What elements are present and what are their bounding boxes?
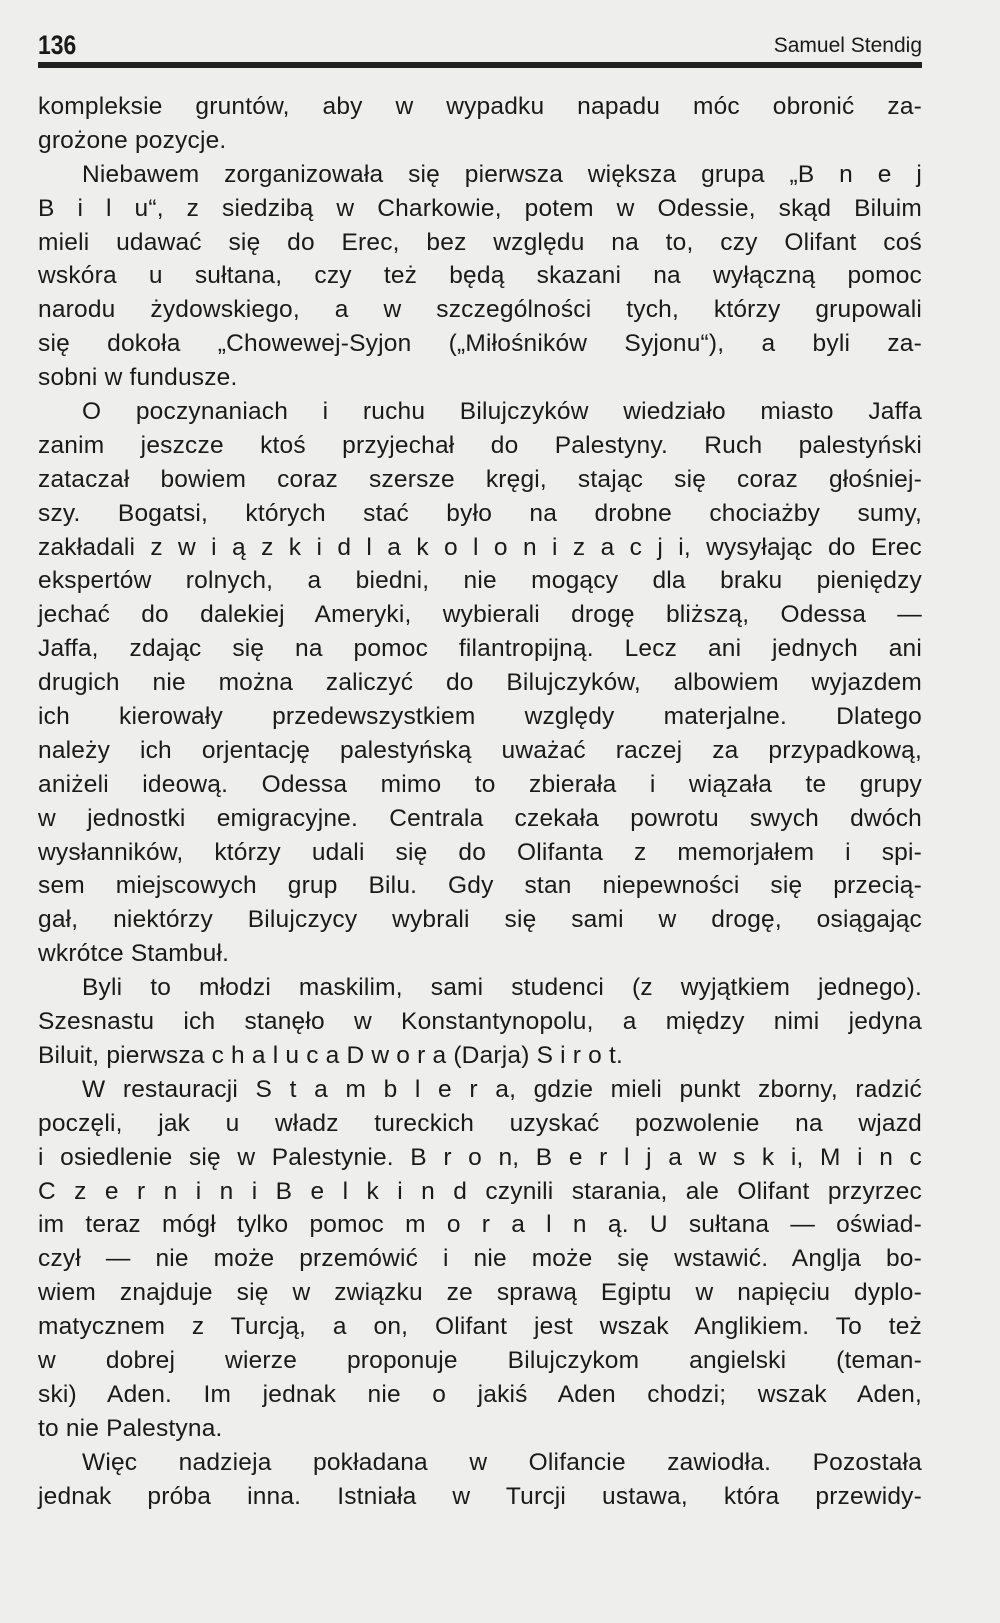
text-line: należy ich orjentację palestyńską uważać raczej za przypadkową, <box>38 736 922 764</box>
text-line: wiem znajduje się w związku ze sprawą Egiptu w napięciu dyplo- <box>38 1279 922 1307</box>
text-line: matycznem z Turcją, a on, Olifant jest wszak Anglikiem. To też <box>38 1313 922 1341</box>
text-line: zataczał bowiem coraz szersze kręgi, stając się coraz głośniej- <box>38 465 922 493</box>
text-line: im teraz mógł tylko pomoc m o r a l n ą. U sułtana — oświad- <box>38 1211 922 1239</box>
text-line: jednak próba inna. Istniała w Turcji ustawa, która przewidy- <box>38 1482 922 1510</box>
text-line: poczęli, jak u władz tureckich uzyskać pozwolenie na wjazd <box>38 1109 922 1137</box>
text-line: Więc nadzieja pokładana w Olifancie zawiodła. Pozostała <box>82 1448 922 1476</box>
text-line: wskóra u sułtana, czy też będą skazani na wyłączną pomoc <box>38 262 922 290</box>
text-line: mieli udawać się do Erec, bez względu na to, czy Olifant coś <box>38 228 922 256</box>
text-line: grożone pozycje. <box>38 126 227 154</box>
text-line: Biluit, pierwsza c h a l u c a D w o r a (Darja) S i r o t. <box>38 1041 624 1069</box>
text-line: O poczynaniach i ruchu Bilujczyków wiedziało miasto Jaffa <box>82 398 922 426</box>
text-line: B i l u“, z siedzibą w Charkowie, potem w Odessie, skąd Biluim <box>38 194 922 222</box>
text-line: czył — nie może przemówić i nie może się wstawić. Anglja bo- <box>38 1245 922 1273</box>
text-line: wkrótce Stambuł. <box>38 940 230 968</box>
text-line: w jednostki emigracyjne. Centrala czekała powrotu swych dwóch <box>38 804 922 832</box>
running-header <box>38 30 922 64</box>
text-line: się dokoła „Chowewej-Syjon („Miłośników Syjonu“), a byli za- <box>38 330 922 358</box>
page-number: 136 <box>38 30 77 60</box>
text-line: gał, niektórzy Bilujczycy wybrali się sami w drogę, osiągając <box>38 906 922 934</box>
text-line: to nie Palestyna. <box>38 1414 223 1442</box>
text-line: sobni w fundusze. <box>38 364 238 392</box>
text-line: drugich nie można zaliczyć do Bilujczyków, albowiem wyjazdem <box>38 669 922 697</box>
running-head-author: Samuel Stendig <box>773 34 922 57</box>
text-line: C z e r n i n i B e l k i n d czynili starania, ale Olifant przyrzec <box>38 1177 922 1205</box>
text-line: i osiedlenie się w Palestynie. B r o n, B e r l j a w s k i, M i n c <box>38 1143 922 1171</box>
text-line: Byli to młodzi maskilim, sami studenci (z wyjątkiem jednego). <box>82 974 922 1002</box>
text-line: narodu żydowskiego, a w szczególności tych, którzy grupowali <box>38 296 922 324</box>
text-line: sem miejscowych grup Bilu. Gdy stan niepewności się przecią- <box>38 872 922 900</box>
text-line: aniżeli ideową. Odessa mimo to zbierała i wiązała te grupy <box>38 770 922 798</box>
text-line: wysłanników, którzy udali się do Olifanta z memorjałem i spi- <box>38 838 922 866</box>
body-text <box>38 90 922 1513</box>
text-line: szy. Bogatsi, których stać było na drobne chociażby sumy, <box>38 499 922 527</box>
text-line: W restauracji S t a m b l e r a, gdzie mieli punkt zborny, radzić <box>82 1075 922 1103</box>
text-line: w dobrej wierze proponuje Bilujczykom angielski (teman- <box>38 1346 922 1374</box>
text-line: ski) Aden. Im jednak nie o jakiś Aden chodzi; wszak Aden, <box>38 1380 922 1408</box>
text-line: kompleksie gruntów, aby w wypadku napadu móc obronić za- <box>38 93 922 120</box>
text-line: jechać do dalekiej Ameryki, wybierali drogę bliższą, Odessa — <box>38 601 922 629</box>
text-line: Niebawem zorganizowała się pierwsza większa grupa „B n e j <box>82 160 922 188</box>
text-line: zakładali z w i ą z k i d l a k o l o n i z a c j i, wysyłając do Erec <box>38 533 922 561</box>
text-line: Szesnastu ich stanęło w Konstantynopolu, a między nimi jedyna <box>38 1008 922 1036</box>
text-line: zanim jeszcze ktoś przyjechał do Palestyny. Ruch palestyński <box>38 431 922 459</box>
text-line: ich kierowały przedewszystkiem względy materjalne. Dlatego <box>38 703 922 731</box>
text-line: ekspertów rolnych, a biedni, nie mogący dla braku pieniędzy <box>38 567 922 595</box>
header-rule <box>38 62 922 68</box>
text-line: Jaffa, zdając się na pomoc filantropijną. Lecz ani jednych ani <box>38 635 922 663</box>
